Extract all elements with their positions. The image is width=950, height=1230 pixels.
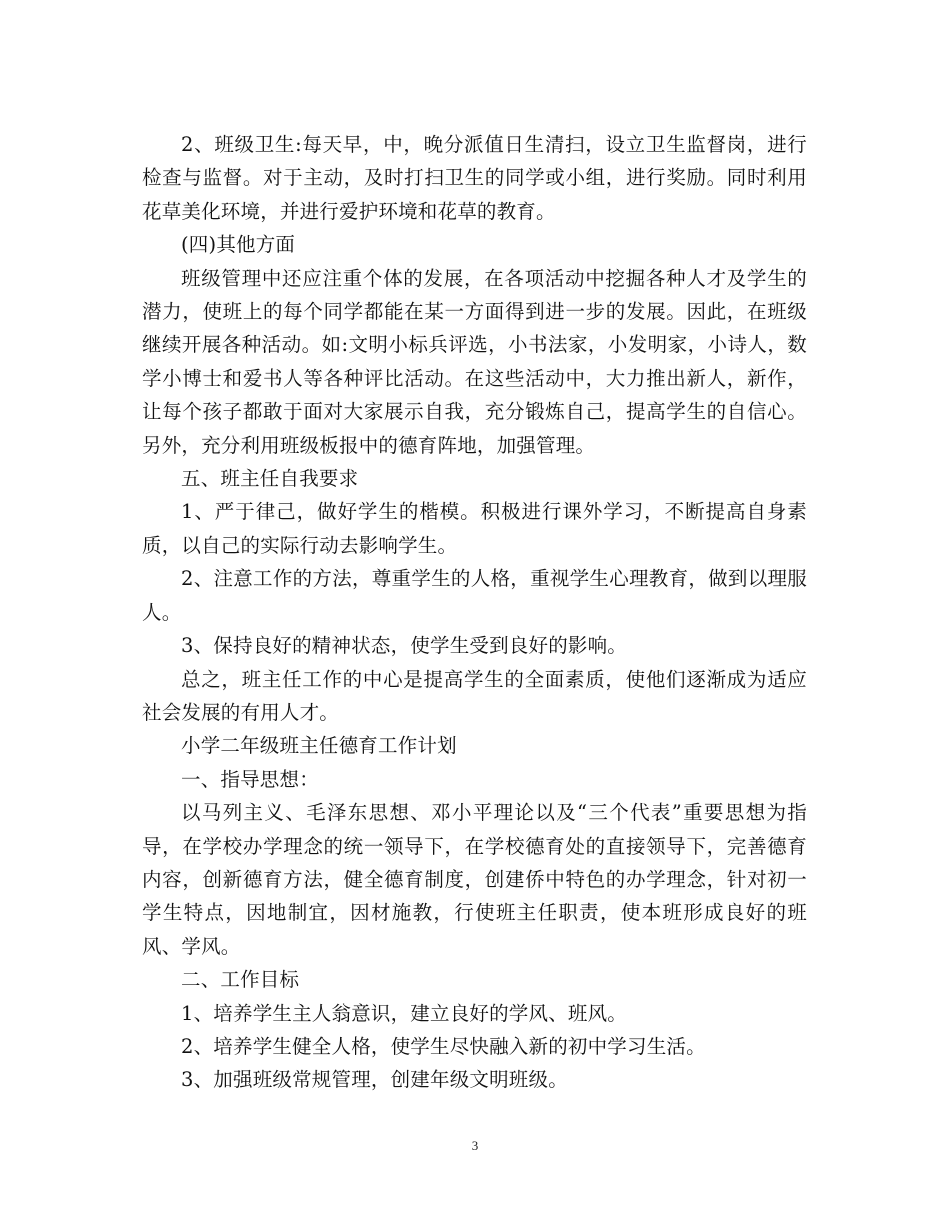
heading-work-goals: 二、工作目标: [181, 968, 300, 992]
paragraph-guiding-ideology: 以马列主义、毛泽东思想、邓小平理论以及“三个代表”重要思想为指导，在学校办学理念的统一领导下，在学校德育处的直接领导下，完善德育内容，创新德育方法，健全德育制度，创建侨中特色的办学理念，针对初一学生特点，因地制宜，因材施教，行使班主任职责，使本班形成良好的班风、学风。: [142, 801, 807, 958]
paragraph-individual-development: 班级管理中还应注重个体的发展，在各项活动中挖掘各种人才及学生的潜力，使班上的每个同学都能在某一方面得到进一步的发展。因此，在班级继续开展各种活动。如:文明小标兵评选，小书法家，小发明家，小诗人，数学小博士和爱书人等各种评比活动。在这些活动中，大力推出新人，新作，让每个孩子都敢于面对大家展示自我，充分锻炼自己，提高学生的自信心。另外，充分利用班级板报中的德育阵地，加强管理。: [142, 266, 807, 457]
heading-guiding-ideology: 一、指导思想：: [181, 767, 319, 791]
paragraph-goal-1: 1、培养学生主人翁意识，建立良好的学风、班风。: [181, 1001, 628, 1025]
paragraph-summary: 总之，班主任工作的中心是提高学生的全面素质，使他们逐渐成为适应社会发展的有用人才。: [142, 667, 807, 724]
document-body: [142, 128, 807, 1097]
page-number: 3: [471, 1138, 479, 1153]
paragraph-requirement-2: 2、注意工作的方法，尊重学生的人格，重视学生心理教育，做到以理服人。: [142, 567, 807, 624]
paragraph-goal-2: 2、培养学生健全人格，使学生尽快融入新的初中学习生活。: [181, 1034, 706, 1058]
heading-plan-title: 小学二年级班主任德育工作计划: [181, 734, 457, 758]
paragraph-requirement-1: 1、严于律己，做好学生的楷模。积极进行课外学习，不断提高自身素质，以自己的实际行动去影响学生。: [142, 500, 807, 557]
paragraph-hygiene: 2、班级卫生:每天早，中，晚分派值日生清扫，设立卫生监督岗，进行检查与监督。对于主动，及时打扫卫生的同学或小组，进行奖励。同时利用花草美化环境，并进行爱护环境和花草的教育。: [142, 133, 807, 223]
heading-other-aspects: (四)其他方面: [181, 233, 296, 257]
heading-teacher-requirements: 五、班主任自我要求: [181, 467, 359, 491]
paragraph-requirement-3: 3、保持良好的精神状态，使学生受到良好的影响。: [181, 634, 628, 658]
paragraph-goal-3: 3、加强班级常规管理，创建年级文明班级。: [181, 1068, 568, 1092]
